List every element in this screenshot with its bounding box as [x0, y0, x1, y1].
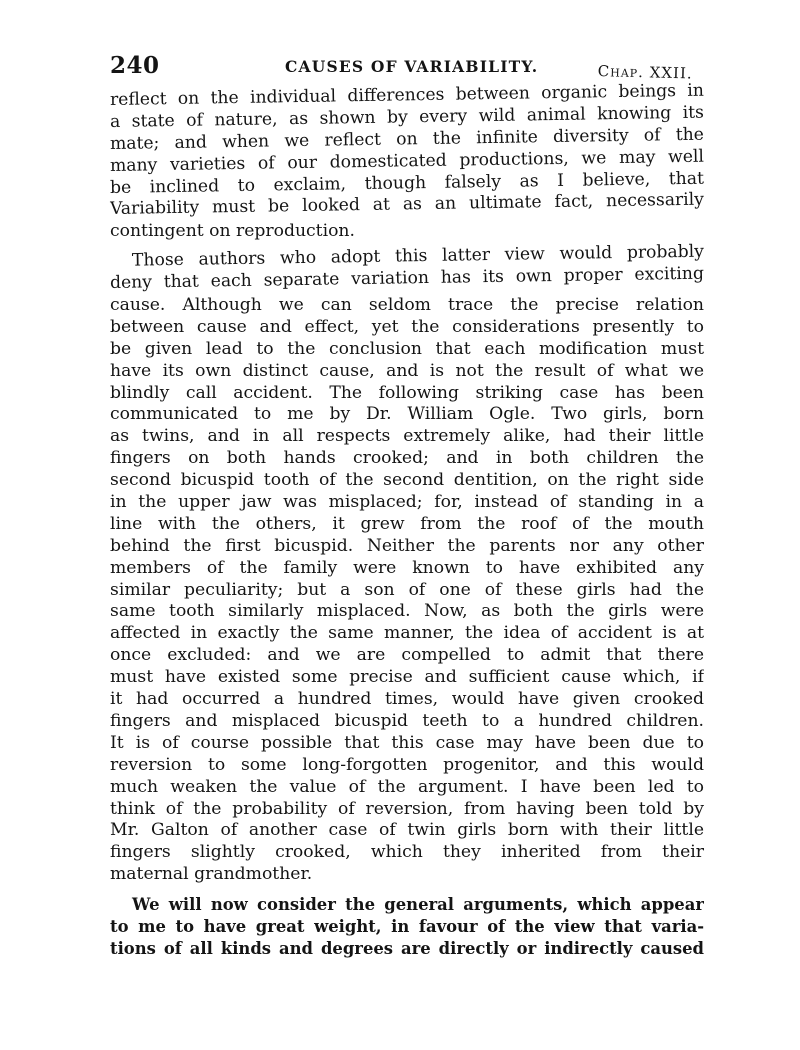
text-line: Those authors who adopt this latter view would probably	[131, 241, 705, 271]
text-line: think of the probability of reversion, from having been told by	[110, 798, 704, 819]
text-line: We will now consider the general arguments, which appear	[132, 895, 704, 915]
text-line: be inclined to exclaim, though falsely as I believe, that	[109, 168, 705, 198]
text-line: same tooth similarly misplaced. Now, as both the girls were	[110, 601, 704, 622]
text-line: similar peculiarity; but a son of one of these girls had the	[110, 579, 704, 600]
running-title: CAUSES OF VARIABILITY.	[285, 57, 539, 76]
text-line: as twins, and in all respects extremely alike, had their little	[110, 426, 704, 447]
text-line: second bicuspid tooth of the second dentition, on the right side	[110, 470, 704, 491]
text-line: maternal grandmother.	[110, 864, 313, 885]
text-line: between cause and effect, yet the considerations presently to	[110, 316, 704, 337]
text-line: fingers on both hands crooked; and in both children the	[110, 448, 704, 469]
text-line: it had occurred a hundred times, would have given crooked	[110, 689, 704, 710]
text-line: fingers and misplaced bicuspid teeth to a hundred children.	[110, 710, 704, 731]
text-line: deny that each separate variation has its own proper exciting	[109, 263, 705, 294]
text-line: a state of nature, as shown by every wild animal knowing its	[109, 102, 705, 132]
text-line: affected in exactly the same manner, the idea of accident is at	[110, 623, 704, 644]
text-line: Variability must be looked at as an ultimate fact, necessarily	[109, 190, 705, 220]
text-line: must have existed some precise and sufficient cause which, if	[110, 667, 704, 688]
text-line: many varieties of our domesticated productions, we may well	[109, 146, 705, 176]
paragraph-1	[109, 80, 705, 243]
text-line: It is of course possible that this case may have been due to	[110, 732, 704, 753]
text-line: behind the first bicuspid. Neither the parents nor any other	[110, 535, 704, 556]
paragraph-3	[110, 894, 704, 960]
text-line: reversion to some long-forgotten progenitor, and this would	[110, 754, 704, 775]
text-line: to me to have great weight, in favour of the view that varia-	[110, 916, 704, 936]
text-line: mate; and when we reflect on the infinite diversity of the	[109, 124, 705, 154]
paragraph-gap	[110, 886, 704, 894]
text-line: reflect on the individual differences between organic beings in	[109, 80, 705, 110]
text-line: communicated to me by Dr. William Ogle. Two girls, born	[110, 404, 704, 425]
text-line: be given lead to the conclusion that each modification must	[110, 338, 704, 359]
text-line: in the upper jaw was misplaced; for, instead of standing in a	[110, 492, 704, 513]
text-line: cause. Although we can seldom trace the precise relation	[110, 295, 704, 316]
text-line: blindly call accident. The following striking case has been	[110, 382, 704, 403]
text-line: much weaken the value of the argument. I have been led to	[110, 776, 704, 797]
paragraph-2	[109, 241, 705, 886]
text-line: contingent on reproduction.	[110, 221, 355, 242]
text-line: have its own distinct cause, and is not the result of what we	[110, 360, 704, 381]
text-line: tions of all kinds and degrees are directly or indirectly caused	[110, 938, 704, 958]
running-head	[110, 52, 710, 82]
body-text	[109, 80, 705, 960]
chapter-reference: Chap. XXII.	[597, 62, 693, 83]
text-line: line with the others, it grew from the roof of the mouth	[110, 513, 704, 534]
text-line: Mr. Galton of another case of twin girls born with their little	[110, 820, 704, 841]
page-number: 240	[110, 52, 160, 79]
text-line: once excluded: and we are compelled to admit that there	[110, 645, 704, 666]
text-line: members of the family were known to have exhibited any	[110, 557, 704, 578]
text-line: fingers slightly crooked, which they inherited from their	[110, 842, 704, 863]
